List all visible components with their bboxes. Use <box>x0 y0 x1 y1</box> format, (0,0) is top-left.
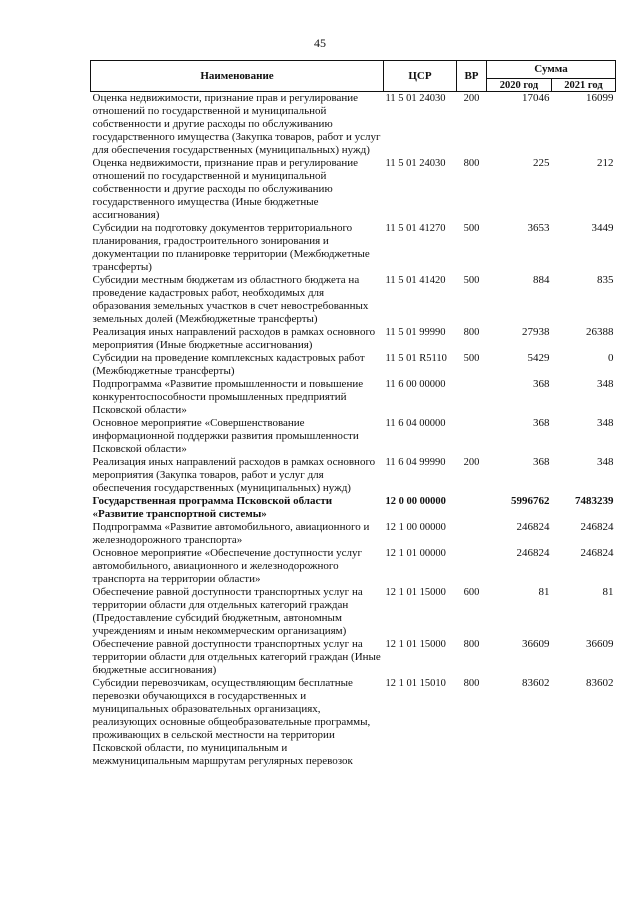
row-csr: 12 1 01 00000 <box>385 548 446 559</box>
table-row <box>91 456 616 495</box>
row-amount-2020: 5429 <box>527 352 550 364</box>
row-csr: 12 1 01 15000 <box>385 587 446 598</box>
row-name: Обеспечение равной доступности транспортных услуг на территории области для отдельных категорий граждан (Предоставление субсидий бюджетным, автономным учреждениям и иным некоммерческим организациям) <box>92 586 363 637</box>
header-vr: ВР <box>457 61 487 92</box>
row-vr: 800 <box>463 158 480 169</box>
row-amount-2020: 246824 <box>516 521 550 533</box>
row-vr <box>457 547 487 586</box>
row-vr: 600 <box>463 587 480 598</box>
row-name: Субсидии на подготовку документов территориального планирования, градостроительного зонирования и документации по планировке территории (Межбюджетные трансферты) <box>92 222 370 273</box>
row-amount-2021: 348 <box>597 378 614 390</box>
row-csr: 11 6 04 99990 <box>385 457 446 468</box>
row-csr: 11 5 01 41270 <box>385 223 446 234</box>
row-vr: 200 <box>463 457 480 468</box>
row-name: Подпрограмма «Развитие автомобильного, авиационного и железнодорожного транспорта» <box>92 521 370 546</box>
table-row <box>91 352 616 378</box>
row-vr: 800 <box>463 639 480 650</box>
table-row <box>91 417 616 456</box>
row-name: Подпрограмма «Развитие промышленности и повышение конкурентоспособности промышленных предприятий Псковской области» <box>92 378 364 416</box>
row-csr: 12 1 01 15010 <box>385 678 446 689</box>
row-name: Оценка недвижимости, признание прав и регулирование отношений по государственной и муниципальной собственности и другие расходы по обслуживанию государственного имущества (Закупка товаров, работ и услуг для обеспечения государственных (муниципальных) нужд) <box>92 92 381 156</box>
row-vr <box>457 495 487 521</box>
header-year-2020: 2020 год <box>487 79 552 92</box>
row-name: Оценка недвижимости, признание прав и регулирование отношений по государственной и муниципальной собственности и другие расходы по обслуживанию государственного имущества (Иные бюджетные ассигнования) <box>92 157 359 221</box>
row-vr <box>457 378 487 417</box>
row-amount-2020: 225 <box>533 157 550 169</box>
row-amount-2021: 16099 <box>586 92 614 104</box>
row-amount-2020: 27938 <box>522 326 550 338</box>
header-sum: Сумма <box>487 61 616 79</box>
row-vr <box>457 521 487 547</box>
row-amount-2020: 36609 <box>522 638 550 650</box>
table-row <box>91 677 616 768</box>
row-amount-2021: 246824 <box>580 521 614 533</box>
row-amount-2020: 368 <box>533 378 550 390</box>
row-amount-2020: 884 <box>533 274 550 286</box>
header-year-2021: 2021 год <box>552 79 616 92</box>
row-amount-2020: 368 <box>533 417 550 429</box>
table-row <box>91 638 616 677</box>
row-csr: 12 0 00 00000 <box>385 496 446 507</box>
table-row <box>91 92 616 158</box>
row-amount-2021: 348 <box>597 456 614 468</box>
row-name: Субсидии перевозчикам, осуществляющим бесплатные перевозки обучающихся в государственных и муниципальных образовательных организациях, реализующих основные общеобразовательные программы, проживающих в сельской местности на территории Псковской области, по муниципальным и межмуниципальным маршрутам регулярных перевозок <box>92 677 371 767</box>
row-name: Реализация иных направлений расходов в рамках основного мероприятия (Иные бюджетные ассигнования) <box>92 326 376 351</box>
row-amount-2021: 246824 <box>580 547 614 559</box>
row-amount-2020: 17046 <box>522 92 550 104</box>
row-name: Субсидии местным бюджетам из областного бюджета на проведение кадастровых работ, необходимых для образования земельных участков в счет невостребованных земельных долей (Межбюджетные трансферты) <box>92 274 369 325</box>
row-amount-2021: 212 <box>597 157 614 169</box>
row-name: Государственная программа Псковской области «Развитие транспортной системы» <box>92 495 333 520</box>
row-csr: 12 1 00 00000 <box>385 522 446 533</box>
budget-table <box>90 60 616 768</box>
row-csr: 11 5 01 24030 <box>385 93 446 104</box>
row-amount-2021: 835 <box>597 274 614 286</box>
row-amount-2020: 5996762 <box>511 495 550 507</box>
table-row <box>91 547 616 586</box>
row-amount-2021: 3449 <box>591 222 614 234</box>
row-vr: 800 <box>463 327 480 338</box>
row-name: Реализация иных направлений расходов в рамках основного мероприятия (Закупка товаров, работ и услуг для обеспечения государственных (муниципальных) нужд) <box>92 456 376 494</box>
row-amount-2021: 26388 <box>586 326 614 338</box>
table-row <box>91 326 616 352</box>
row-amount-2021: 83602 <box>586 677 614 689</box>
row-amount-2020: 3653 <box>527 222 550 234</box>
page-number: 45 <box>314 36 326 50</box>
row-vr: 500 <box>463 275 480 286</box>
row-vr: 200 <box>463 93 480 104</box>
row-amount-2021: 7483239 <box>575 495 614 507</box>
row-csr: 11 6 04 00000 <box>385 418 446 429</box>
header-csr: ЦСР <box>384 61 457 92</box>
row-name: Основное мероприятие «Совершенствование информационной поддержки развития промышленности Псковской области» <box>92 417 359 455</box>
table-row <box>91 378 616 417</box>
row-csr: 12 1 01 15000 <box>385 639 446 650</box>
header-name: Наименование <box>91 61 384 92</box>
table-row <box>91 274 616 326</box>
row-name: Основное мероприятие «Обеспечение доступности услуг автомобильного, авиационного и железнодорожного транспорта на территории области» <box>92 547 362 585</box>
row-name: Субсидии на проведение комплексных кадастровых работ (Межбюджетные трансферты) <box>92 352 365 377</box>
table-row <box>91 586 616 638</box>
row-amount-2021: 0 <box>608 352 614 364</box>
table-row <box>91 157 616 222</box>
row-csr: 11 6 00 00000 <box>385 379 446 390</box>
row-vr: 800 <box>463 678 480 689</box>
row-amount-2020: 246824 <box>516 547 550 559</box>
table-row <box>91 521 616 547</box>
row-vr <box>457 417 487 456</box>
table-row <box>91 222 616 274</box>
row-amount-2020: 83602 <box>522 677 550 689</box>
row-amount-2020: 81 <box>538 586 550 598</box>
table-row <box>91 495 616 521</box>
row-amount-2021: 81 <box>602 586 614 598</box>
row-vr: 500 <box>463 353 480 364</box>
table-body <box>91 92 616 769</box>
row-csr: 11 5 01 24030 <box>385 158 446 169</box>
row-csr: 11 5 01 R5110 <box>385 353 447 364</box>
row-csr: 11 5 01 41420 <box>385 275 446 286</box>
row-vr: 500 <box>463 223 480 234</box>
table-header <box>91 61 616 92</box>
row-amount-2020: 368 <box>533 456 550 468</box>
row-amount-2021: 348 <box>597 417 614 429</box>
row-amount-2021: 36609 <box>586 638 614 650</box>
row-csr: 11 5 01 99990 <box>385 327 446 338</box>
row-name: Обеспечение равной доступности транспортных услуг на территории области для отдельных категорий граждан (Иные бюджетные ассигнования) <box>92 638 381 676</box>
